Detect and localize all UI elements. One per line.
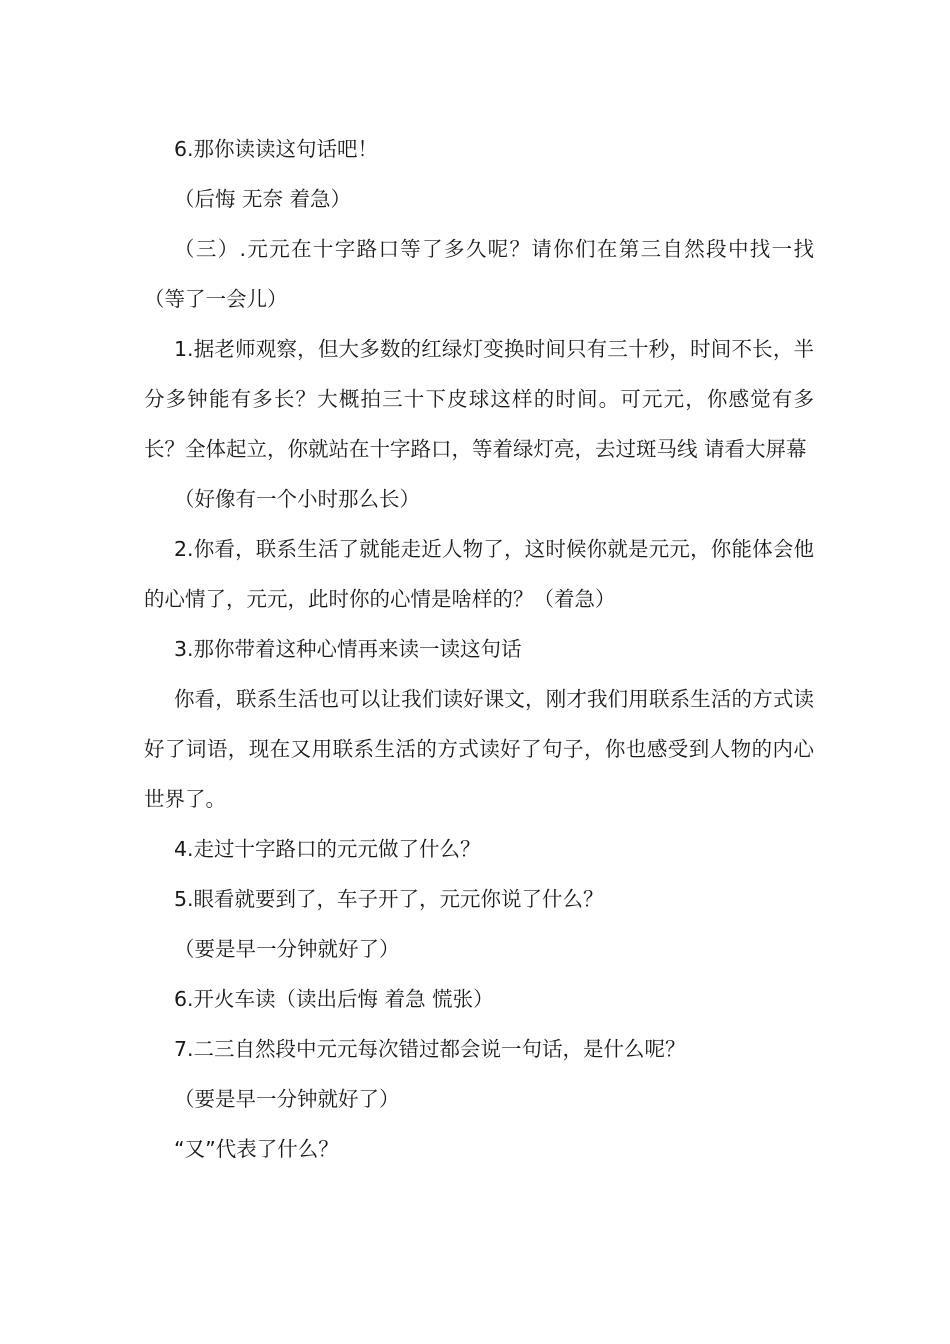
paragraph-5: （好像有一个小时那么长） (174, 487, 420, 511)
paragraph-14: （要是早一分钟就好了） (174, 1087, 400, 1111)
paragraph-2: （后悔 无奈 着急） (174, 187, 352, 211)
paragraph-12: 6.开火车读（读出后悔 着急 慌张） (174, 987, 494, 1011)
paragraph-11: （要是早一分钟就好了） (174, 937, 400, 961)
paragraph-7: 3.那你带着这种心情再来读一读这句话 (174, 637, 522, 661)
paragraph-15: “又”代表了什么？ (174, 1137, 339, 1161)
paragraph-3: （三）.元元在十字路口等了多久呢？请你们在第三自然段中找一找（等了一会儿） (144, 237, 814, 311)
paragraph-8: 你看，联系生活也可以让我们读好课文，刚才我们用联系生活的方式读好了词语，现在又用联系生活的方式读好了句子，你也感受到人物的内心世界了。 (144, 687, 814, 811)
paragraph-1: 6.那你读读这句话吧！ (174, 137, 379, 161)
paragraph-4: 1.据老师观察，但大多数的红绿灯变换时间只有三十秒，时间不长，半分多钟能有多长？大概拍三十下皮球这样的时间。可元元，你感觉有多长？全体起立，你就站在十字路口，等着绿灯亮，去过斑马线 请看大屏幕 (144, 337, 814, 461)
paragraph-9: 4.走过十字路口的元元做了什么？ (174, 837, 481, 861)
paragraph-10: 5.眼看就要到了，车子开了，元元你说了什么？ (174, 887, 604, 911)
paragraph-6: 2.你看，联系生活了就能走近人物了，这时候你就是元元，你能体会他的心情了，元元，此时你的心情是啥样的？（着急） (144, 537, 814, 611)
paragraph-13: 7.二三自然段中元元每次错过都会说一句话，是什么呢？ (174, 1037, 686, 1061)
document-body (144, 124, 814, 1174)
